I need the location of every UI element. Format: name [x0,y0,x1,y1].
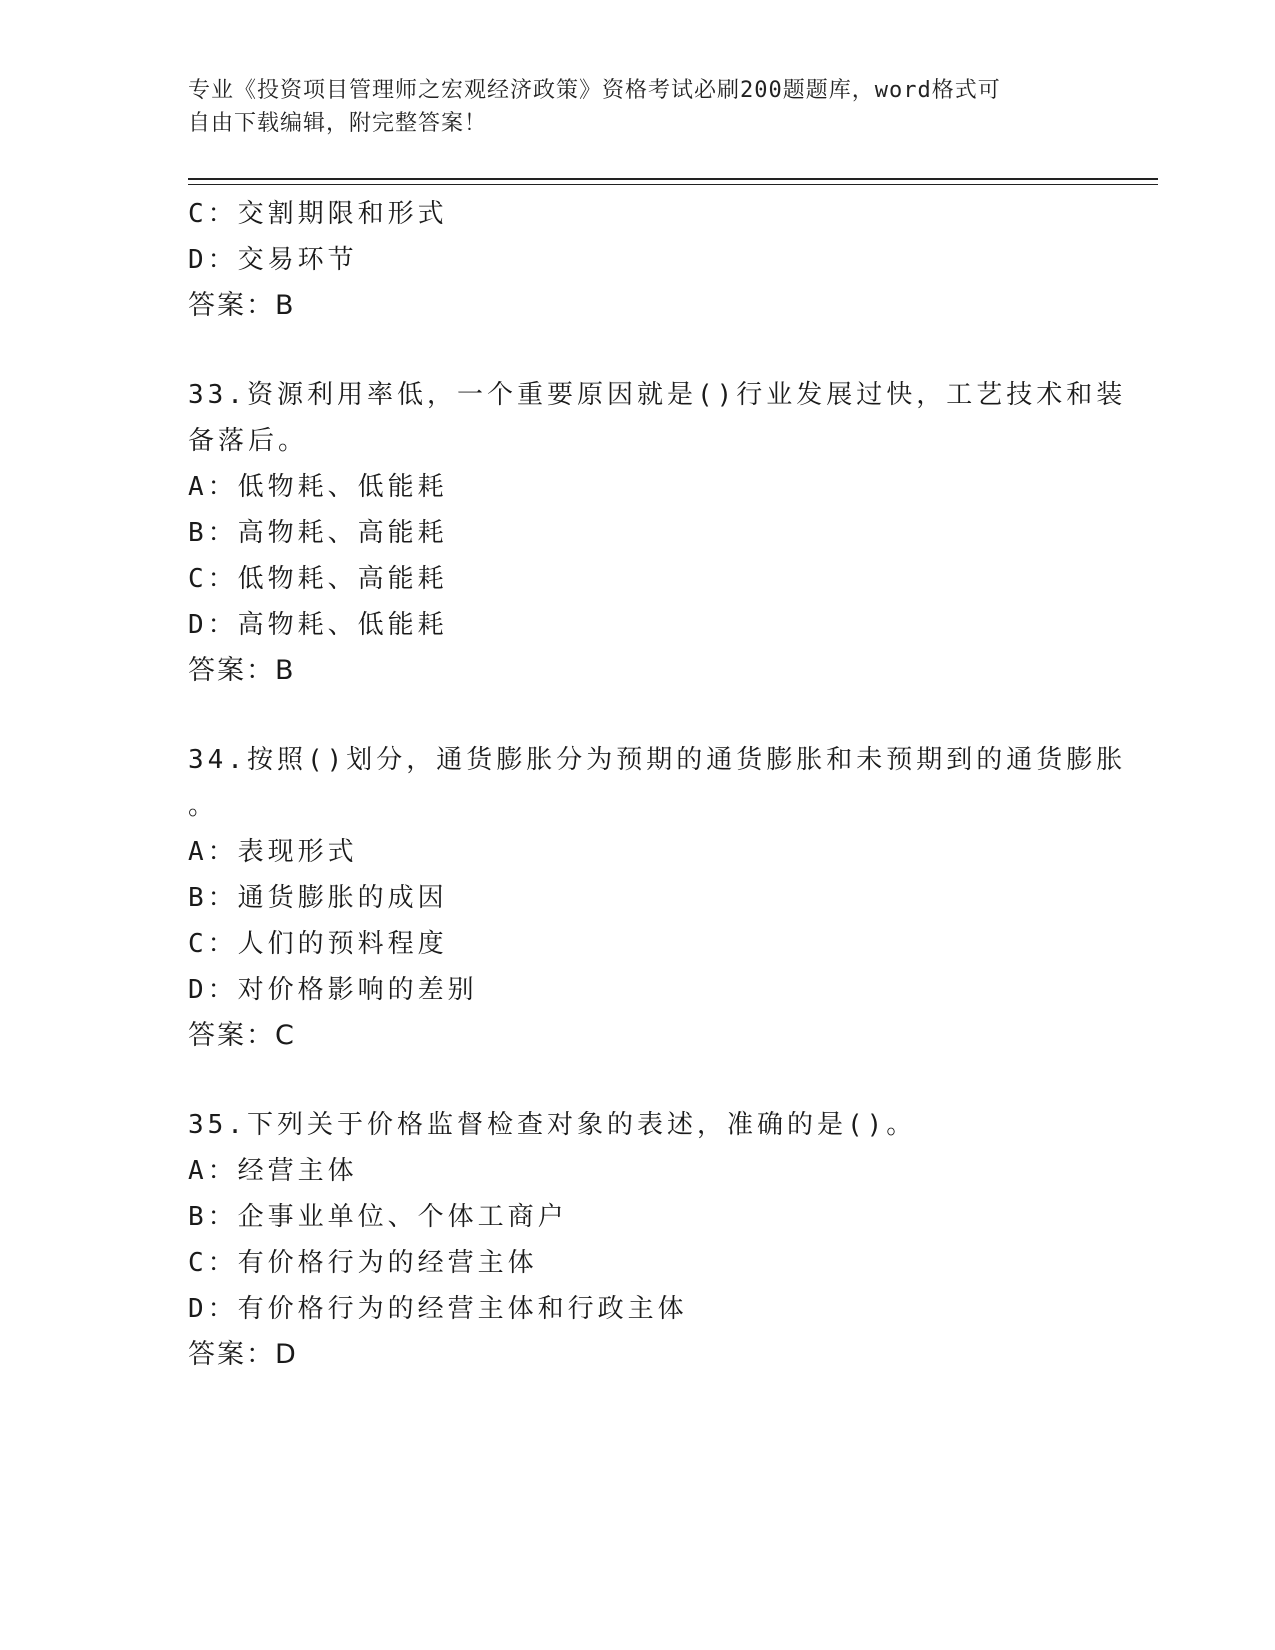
question-gap [188,694,1088,737]
header-line-2: 自由下载编辑，附完整答案！ [188,111,488,136]
answer-line: 答案：D [188,1339,298,1370]
question-32-continuation [188,191,1088,329]
answer-line: 答案：B [188,290,296,321]
question-stem: 35.下列关于价格监督检查对象的表述，准确的是()。 [188,1110,917,1140]
option-d: D：对价格影响的差别 [188,975,478,1005]
page-header [188,74,1088,140]
question-stem: 33.资源利用率低，一个重要原因就是()行业发展过快，工艺技术和装 [188,380,1127,410]
option-d: D：有价格行为的经营主体和行政主体 [188,1294,688,1324]
option-a: A：经营主体 [188,1156,358,1186]
option-a: A：表现形式 [188,837,358,867]
question-list [188,191,1127,1378]
question-stem-cont: 备落后。 [188,426,309,456]
option-b: B：企事业单位、个体工商户 [188,1202,568,1232]
question-33 [188,372,1127,694]
option-c: C：交割期限和形式 [188,199,448,229]
option-c: C：有价格行为的经营主体 [188,1248,538,1278]
option-c: C：人们的预料程度 [188,929,448,959]
question-gap [188,329,1088,372]
option-b: B：通货膨胀的成因 [188,883,448,913]
question-stem-cont: 。 [188,791,219,821]
option-c: C：低物耗、高能耗 [188,564,448,594]
question-35 [188,1102,1088,1378]
option-a: A：低物耗、低能耗 [188,472,448,502]
option-d: D：高物耗、低能耗 [188,610,448,640]
header-divider-thin [188,184,1158,185]
answer-line: 答案：B [188,655,296,686]
option-d: D：交易环节 [188,245,358,275]
question-34 [188,737,1127,1059]
header-divider-thick [188,178,1158,180]
question-gap [188,1059,1088,1102]
header-line-1: 专业《投资项目管理师之宏观经济政策》资格考试必刷200题题库，word格式可 [188,78,1001,103]
option-b: B：高物耗、高能耗 [188,518,448,548]
question-stem: 34.按照()划分，通货膨胀分为预期的通货膨胀和未预期到的通货膨胀 [188,745,1127,775]
answer-line: 答案：C [188,1020,296,1051]
